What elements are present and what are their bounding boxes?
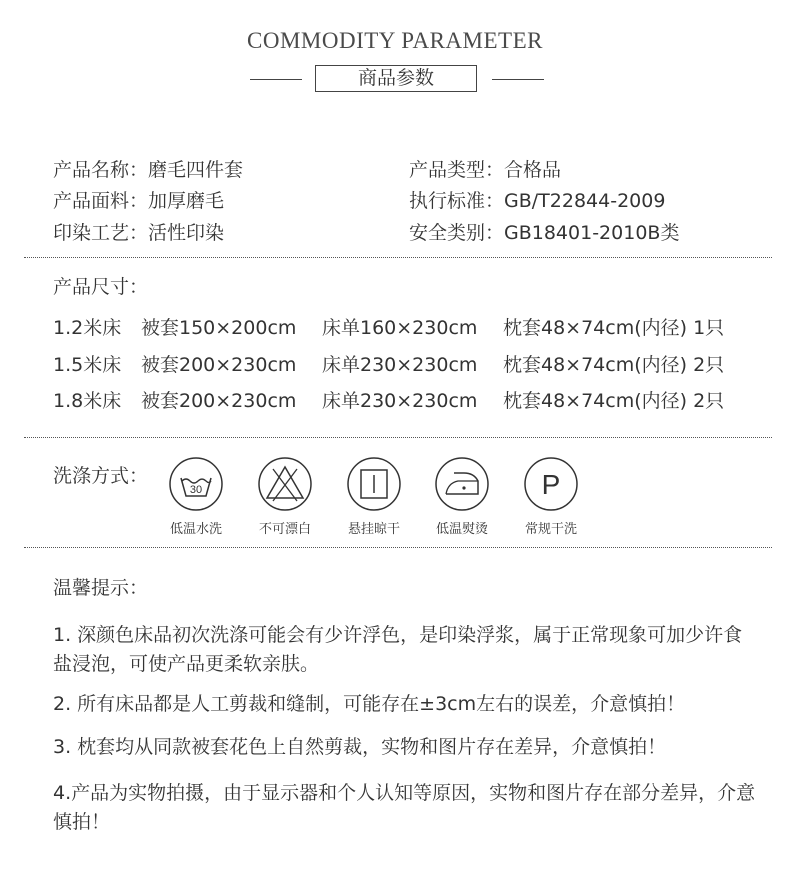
size-bed: 1.8米床 xyxy=(53,390,122,412)
size-pillow: 枕套48×74cm(内径) 1只 xyxy=(503,317,725,339)
sizes-label: 产品尺寸： xyxy=(53,276,149,298)
wash-caption: 悬挂晾干 xyxy=(347,522,400,537)
dotted-divider xyxy=(24,437,772,438)
size-row xyxy=(53,313,724,340)
param-product-name: 产品名称：磨毛四件套 xyxy=(53,159,244,181)
size-sheet: 床单230×230cm xyxy=(322,354,478,376)
wash-30-icon xyxy=(168,456,224,512)
size-pillow: 枕套48×74cm(内径) 2只 xyxy=(503,390,725,412)
wash-caption: 低温熨烫 xyxy=(435,522,488,537)
wash-item xyxy=(245,456,325,537)
tips-label: 温馨提示： xyxy=(53,577,149,599)
wash-caption: 不可漂白 xyxy=(258,522,311,537)
hang-dry-icon xyxy=(346,456,402,512)
size-row xyxy=(53,350,724,377)
param-fabric: 产品面料：加厚磨毛 xyxy=(53,190,225,212)
low-iron-icon xyxy=(434,456,490,512)
dotted-divider xyxy=(24,547,772,548)
divider-right xyxy=(492,79,544,80)
dotted-divider xyxy=(24,257,772,258)
size-duvet: 被套200×230cm xyxy=(141,390,297,412)
wash-item xyxy=(156,456,236,537)
size-sheet: 床单230×230cm xyxy=(322,390,478,412)
wash-item xyxy=(511,456,591,537)
wash-caption: 低温水洗 xyxy=(169,522,222,537)
param-product-type: 产品类型：合格品 xyxy=(409,159,562,181)
page-title: COMMODITY PARAMETER xyxy=(247,28,543,53)
size-bed: 1.5米床 xyxy=(53,354,122,376)
size-duvet: 被套150×200cm xyxy=(141,317,297,339)
dry-clean-p-icon xyxy=(523,456,579,512)
size-bed: 1.2米床 xyxy=(53,317,122,339)
wash-temp: 30 xyxy=(189,484,203,496)
wash-caption: 常规干洗 xyxy=(524,522,577,537)
tip-item: 1. 深颜色床品初次洗涤可能会有少许浮色，是印染浮浆，属于正常现象可加少许食盐浸泡，可使产品更柔软亲肤。 xyxy=(53,624,743,675)
tip-item: 4.产品为实物拍摄，由于显示器和个人认知等原因，实物和图片存在部分差异，介意慎拍！ xyxy=(53,782,756,833)
size-sheet: 床单160×230cm xyxy=(322,317,478,339)
size-pillow: 枕套48×74cm(内径) 2只 xyxy=(503,354,725,376)
tip-item: 3. 枕套均从同款被套花色上自然剪裁，实物和图片存在差异，介意慎拍！ xyxy=(53,736,667,758)
wash-item xyxy=(334,456,414,537)
wash-label: 洗涤方式： xyxy=(53,465,149,487)
param-safety: 安全类别：GB18401-2010B类 xyxy=(409,222,680,244)
subtitle-row xyxy=(0,65,790,95)
wash-item xyxy=(422,456,502,537)
no-bleach-icon xyxy=(257,456,313,512)
divider-left xyxy=(250,79,302,80)
param-printing: 印染工艺：活性印染 xyxy=(53,222,225,244)
param-standard: 执行标准：GB/T22844-2009 xyxy=(409,190,666,212)
size-row xyxy=(53,386,724,413)
dry-clean-letter: P xyxy=(541,469,561,500)
size-duvet: 被套200×230cm xyxy=(141,354,297,376)
tip-item: 2. 所有床品都是人工剪裁和缝制，可能存在±3cm左右的误差，介意慎拍！ xyxy=(53,693,686,715)
section-subtitle: 商品参数 xyxy=(315,65,477,92)
